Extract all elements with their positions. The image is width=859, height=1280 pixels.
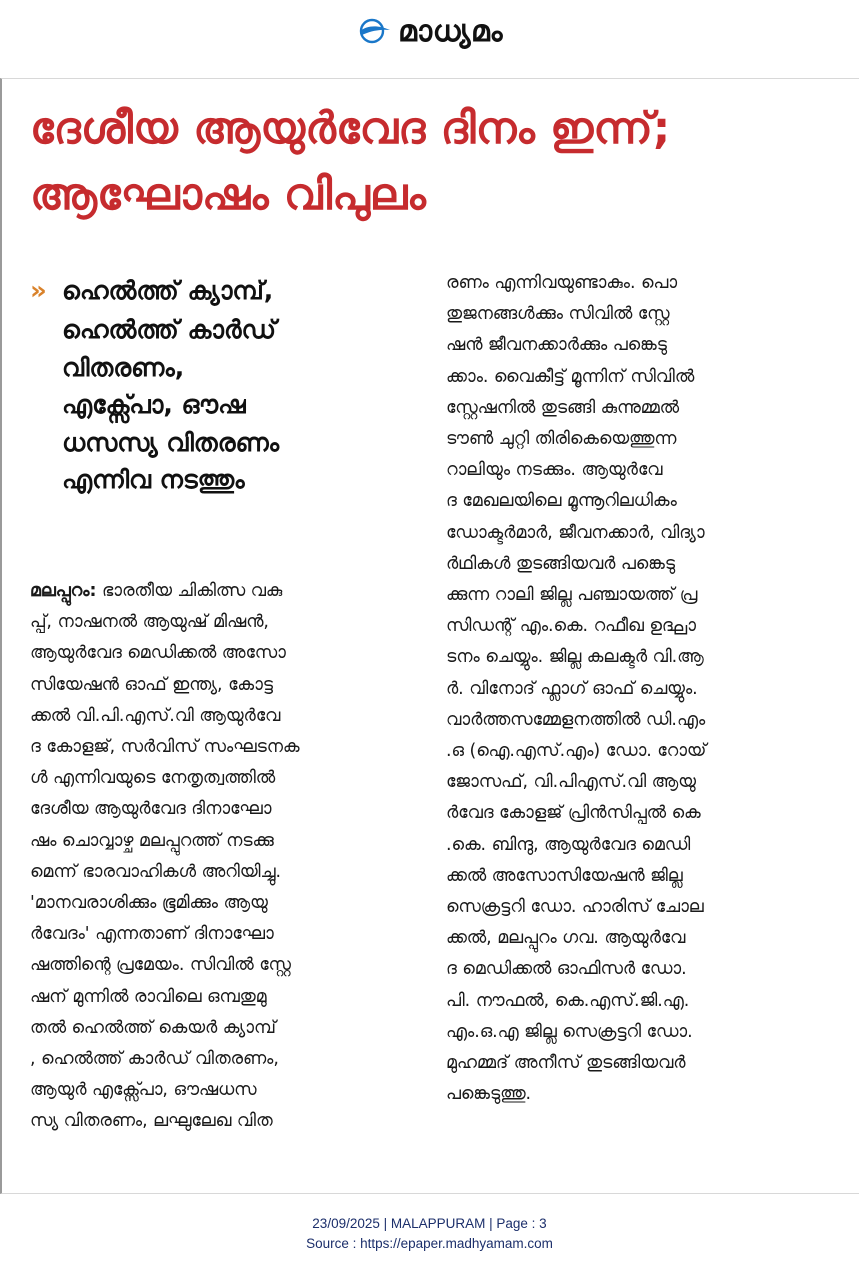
article-line: ദ മേഖലയിലെ മൂന്നൂറിലധികം [446, 491, 677, 512]
article-line: വാർത്തസമ്മേളനത്തിൽ ഡി.എം [446, 709, 706, 730]
double-chevron-icon: » [30, 276, 47, 306]
subheadline [30, 272, 430, 499]
article-line: ആയുർ എക്സ്പോ, ഔഷധസ [30, 1080, 257, 1101]
article-line: സിഡന്റ് എം.കെ. റഫീഖ ഉദ്ഘാ [446, 616, 696, 637]
article-line: പ്പ്, നാഷനൽ ആയുഷ് മിഷൻ, [30, 612, 269, 633]
article-line: ഡോക്ടർമാർ, ജീവനക്കാർ, വിദ്യാ [446, 522, 705, 543]
article-line: പങ്കെടുത്തു. [446, 1084, 532, 1105]
masthead [0, 0, 859, 62]
article-line: , ഹെൽത്ത് കാർഡ് വിതരണം, [30, 1049, 279, 1070]
article-line: ർഥികൾ തുടങ്ങിയവർ പങ്കെടു [446, 553, 675, 574]
edition-info: 23/09/2025 | MALAPPURAM | Page : 3 [312, 1216, 547, 1231]
article-line: ടൗൺ ചുറ്റി തിരികെയെത്തുന്ന [446, 429, 677, 450]
article-line: ദ കോളജ്, സർവിസ് സംഘടനക [30, 737, 300, 758]
article-line: റാലിയും നടക്കും. ആയുർവേ [446, 460, 663, 481]
article-line: ർ. വിനോദ് ഫ്ലാഗ് ഓഫ് ചെയ്യും. [446, 678, 698, 699]
article-line: ആയുർവേദ മെഡിക്കൽ അസോ [30, 643, 286, 664]
headline-line-1: ദേശീയ ആയുർവേദ ദിനം ഇന്ന്; [30, 103, 671, 154]
dateline: മലപ്പുറം: [30, 581, 97, 601]
article-line: ഷന് മുന്നിൽ രാവിലെ ഒമ്പതുമു [30, 986, 267, 1007]
madhyamam-bird-icon [356, 16, 392, 46]
article-line: ഷത്തിന്റെ പ്രമേയം. സിവിൽ സ്റ്റേ [30, 955, 291, 976]
article-line: ദേശീയ ആയുർവേദ ദിനാഘോ [30, 799, 272, 820]
article-line: സ്റ്റേഷനിൽ തുടങ്ങി കുന്നുമ്മൽ [446, 397, 680, 418]
subheadline-line: ധസസ്യ വിതരണം [62, 427, 280, 457]
article-line: ക്കുന്ന റാലി ജില്ല പഞ്ചായത്ത് പ്ര [446, 585, 698, 606]
article-line: മെന്ന് ഭാരവാഹികൾ അറിയിച്ചു. [30, 861, 281, 882]
article-line: .കെ. ബിന്ദു, ആയുർവേദ മെഡി [446, 834, 691, 855]
subheadline-line: എന്നിവ നടത്തും [62, 465, 245, 494]
article-column-left [30, 576, 420, 1138]
subheadline-line: എക്സ്പോ, ഔഷ [62, 390, 246, 419]
article-line: പി. നൗഫൽ, കെ.എസ്.ജി.എ. [446, 990, 690, 1011]
article-line: തൽ ഹെൽത്ത് കെയർ ക്യാമ്പ് [30, 1017, 276, 1038]
headline-line-2: ആഘോഷം വിപുലം [30, 169, 426, 220]
source-line: Source : https://epaper.madhyamam.com [306, 1236, 553, 1251]
article-line: ക്കൽ അസോസിയേഷൻ ജില്ല [446, 865, 683, 886]
logo-text: മാധ്യമം [398, 13, 503, 49]
article-line: ർവേദ കോളജ് പ്രിൻസിപ്പൽ കെ [446, 803, 701, 824]
article-line: എം.ഒ.എ ജില്ല സെക്രട്ടറി ഡോ. [446, 1021, 693, 1042]
article-column-right [446, 268, 841, 1110]
article-line: ക്കാം. വൈകീട്ട് മൂന്നിന് സിവിൽ [446, 366, 695, 387]
article-line: ഷം ചൊവ്വാഴ്ച മലപ്പുറത്ത് നടക്കു [30, 830, 274, 851]
article-line: സിയേഷൻ ഓഫ് ഇന്ത്യ, കോട്ട [30, 674, 273, 695]
article-line: ൾ എന്നിവയുടെ നേതൃത്വത്തിൽ [30, 768, 276, 789]
newspaper-logo [356, 14, 503, 49]
article-line: ർവേദം' എന്നതാണ് ദിനാഘോ [30, 924, 274, 945]
article-line: രണം എന്നിവയുണ്ടാകും. പൊ [446, 273, 678, 293]
article-line: 'മാനവരാശിക്കും ഭൂമിക്കും ആയു [30, 893, 268, 914]
article-line: ക്കൽ വി.പി.എസ്.വി ആയുർവേ [30, 705, 281, 726]
headline [30, 96, 840, 228]
article-line: തുജനങ്ങൾക്കും സിവിൽ സ്റ്റേ [446, 304, 670, 325]
page-footer [0, 1214, 859, 1254]
article-line: ദ മെഡിക്കൽ ഓഫിസർ ഡോ. [446, 959, 687, 980]
article-line: ടനം ചെയ്യും. ജില്ല കലക്ടർ വി.ആ [446, 647, 704, 668]
article-line: മുഹമ്മദ് അനീസ് തുടങ്ങിയവർ [446, 1053, 686, 1074]
article-line: മലപ്പുറം: ഭാരതീയ ചികിത്സ വകു [30, 581, 283, 601]
article-line: ജോസഫ്, വി.പിഎസ്.വി ആയു [446, 772, 696, 793]
article-line: ഷൻ ജീവനക്കാർക്കും പങ്കെടു [446, 335, 667, 356]
article-line: ക്കൽ, മലപ്പുറം ഗവ. ആയുർവേ [446, 928, 686, 949]
subheadline-line: ഹെൽത്ത് കാർഡ് [62, 315, 276, 344]
article-line: സെക്രട്ടറി ഡോ. ഹാരിസ് ചോല [446, 897, 704, 918]
article-line: .ഒ (ഐ.എസ്.എം) ഡോ. റോയ് [446, 741, 707, 762]
subheadline-line: » ഹെൽത്ത് ക്യാമ്പ്, [30, 272, 430, 311]
article-line: സ്യ വിതരണം, ലഘുലേഖ വിത [30, 1111, 273, 1132]
subheadline-line: വിതരണം, [62, 352, 185, 382]
